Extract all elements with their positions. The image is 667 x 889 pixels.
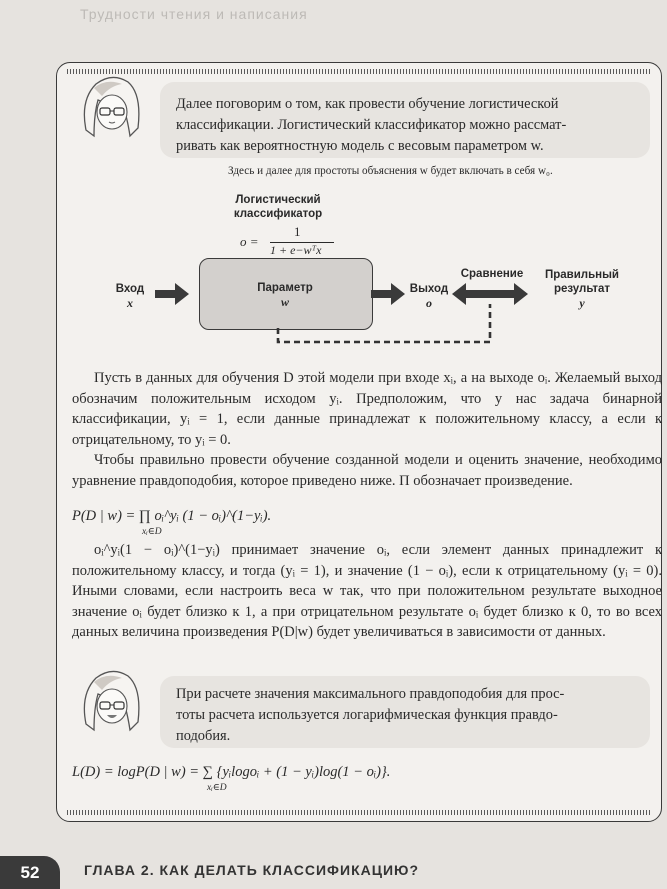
bleed-through-text: Трудности чтения и написания bbox=[80, 6, 308, 22]
paragraph-2: Чтобы правильно провести обучение созданной модели и оценить значение, необходимо уравнение правдоподобия, которое приведено ниже. Π обозначает произведение. bbox=[72, 452, 662, 489]
intro-line-3: ривать как вероятностную модель с весовым параметром w. bbox=[176, 138, 544, 154]
param-var: w bbox=[280, 295, 289, 309]
formula-2-subscript: xᵢ∈D bbox=[207, 783, 227, 793]
classifier-title-2: классификатор bbox=[233, 208, 323, 220]
param-label: Параметр bbox=[257, 282, 313, 294]
log-likelihood-formula bbox=[72, 764, 391, 793]
formula-lhs: o = bbox=[240, 234, 259, 249]
outro-line-3: подобия. bbox=[176, 728, 231, 744]
output-label: Выход bbox=[409, 283, 449, 295]
girl-avatar-icon bbox=[76, 70, 148, 142]
input-label: Вход bbox=[115, 283, 145, 295]
intro-line-1: Далее поговорим о том, как провести обучение логистической bbox=[176, 96, 559, 112]
arrow-input-icon bbox=[155, 282, 191, 306]
classifier-title-1: Логистический bbox=[235, 194, 321, 206]
formula-numerator: 1 bbox=[294, 224, 301, 239]
page-number: 52 bbox=[0, 856, 60, 889]
correct-var: y bbox=[579, 296, 585, 310]
outro-line-1: При расчете значения максимального правдоподобия для прос- bbox=[176, 686, 565, 702]
formula-1-text: P(D | w) = ∏ oᵢ^yᵢ (1 − oᵢ)^(1−yᵢ). bbox=[72, 508, 272, 524]
outro-line-2: тоты расчета используется логарифмическая функция правдо- bbox=[176, 707, 558, 723]
compare-label: Сравнение bbox=[460, 268, 524, 280]
paragraph-1: Пусть в данных для обучения D этой модели при входе xᵢ, а на выходе oᵢ. Желаемый выход обозначим положительным исходом yᵢ. Предположим, что у нас задача бинарной классификации, yᵢ = 1, если данные принадлежат к положительному классу, а если к отрицательному, то yᵢ = 0. bbox=[72, 370, 662, 448]
intro-line-2: классификации. Логистический классификатор можно рассмат- bbox=[176, 117, 567, 133]
girl-avatar-smiling-icon bbox=[76, 664, 148, 736]
formula-2-text: L(D) = logP(D | w) = ∑ {yᵢlogoᵢ + (1 − yᵢ)log(1 − oᵢ)}. bbox=[72, 764, 391, 780]
paragraph-3: oᵢ^yᵢ(1 − oᵢ)^(1−yᵢ) принимает значение oᵢ, если элемент данных принадлежит к положительному классу, и тогда (yᵢ = 1), и значение (1 − oᵢ), если к отрицательному (yᵢ = 0). Иными словами, если настроить веса w так, что при положительном результате выходное значение oᵢ будет близко к 1, а при отрицательном результате oᵢ будет близко к 0, то во всех данных величина произведения P(D|w) будет увеличиваться в зависимости от данных. bbox=[72, 542, 662, 640]
chapter-title: ГЛАВА 2. КАК ДЕЛАТЬ КЛАССИФИКАЦИЮ? bbox=[84, 862, 419, 878]
feedback-dashed-line bbox=[270, 298, 500, 348]
input-var: x bbox=[127, 296, 133, 310]
output-var: o bbox=[426, 296, 432, 310]
correct-label-2: результат bbox=[553, 283, 611, 295]
formula-1-subscript: xᵢ∈D bbox=[142, 527, 162, 537]
likelihood-formula bbox=[72, 508, 272, 537]
bottom-tick-border bbox=[67, 810, 651, 815]
formula-denominator: 1 + e−wᵀx bbox=[270, 243, 322, 257]
note-text: Здесь и далее для простоты объяснения w будет включать в себя w₀. bbox=[228, 165, 553, 177]
correct-label-1: Правильный bbox=[544, 269, 620, 281]
top-tick-border bbox=[67, 69, 651, 74]
